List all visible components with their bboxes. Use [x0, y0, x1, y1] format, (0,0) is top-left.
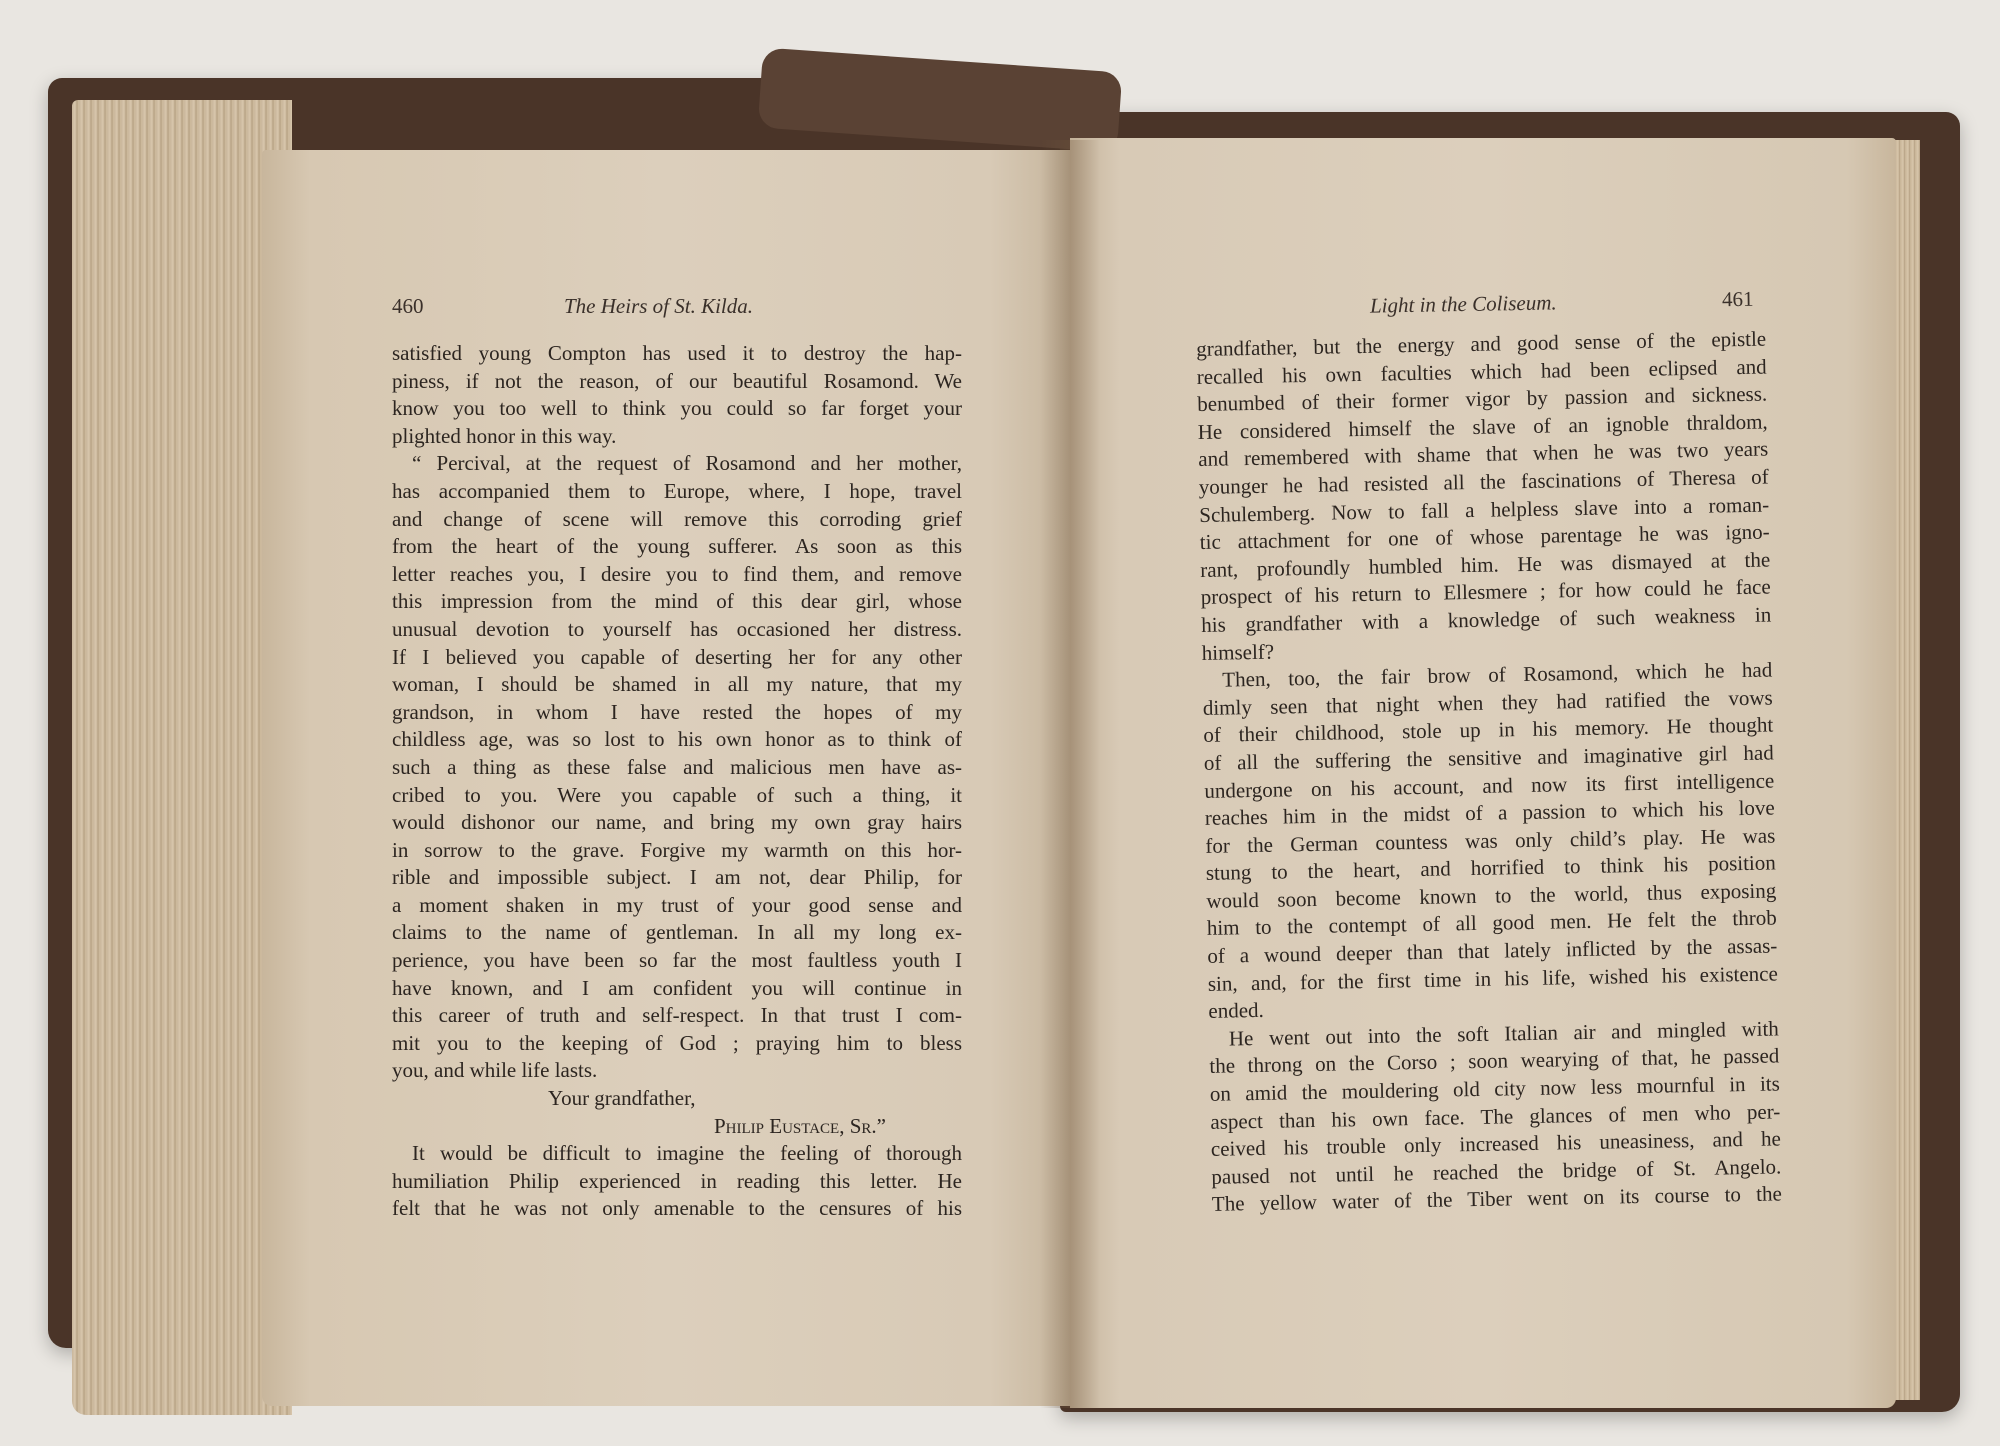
text-line: on amid the mouldering old city now less mournful in its — [1209, 1071, 1781, 1106]
text-line: from the heart of the young sufferer. As soon as this — [392, 534, 962, 559]
text-line: tic attachment for one of whose parentage he was igno- — [1199, 519, 1770, 555]
text-line: a moment shaken in my trust of your good sense and — [392, 892, 962, 917]
text-line: satisfied young Compton has used it to destroy the hap- — [392, 341, 962, 365]
text-line: If I believed you capable of deserting her for any other — [392, 644, 962, 669]
text-line: himself? — [1201, 639, 1275, 665]
text-line: younger he had resisted all the fascinations of Theresa of — [1198, 464, 1769, 499]
text-line: grandson, in whom I have rested the hopes of my — [392, 699, 962, 724]
text-line: unusual devotion to yourself has occasioned her distress. — [392, 616, 962, 641]
text-line: grandfather, but the energy and good sense of the epistle — [1196, 326, 1767, 361]
text-line: his grandfather with a knowledge of such weakness in — [1201, 602, 1772, 637]
right-running-title: Light in the Coliseum. — [1369, 290, 1557, 318]
text-line: aspect than his own face. The glances of men who per- — [1210, 1099, 1781, 1134]
text-line: woman, I should be shamed in all my nature, that my — [392, 672, 962, 697]
text-line: plighted honor in this way. — [392, 423, 617, 448]
text-line: Then, too, the fair brow of Rosamond, which he had — [1222, 657, 1773, 692]
book-gutter — [1040, 140, 1100, 1408]
text-line: He went out into the soft Italian air and mingled with — [1228, 1016, 1780, 1051]
text-line: benumbed of their former vigor by passion and sickness. — [1197, 381, 1768, 417]
text-line: of their childhood, stole up in his memory. He thought — [1203, 712, 1774, 748]
text-line: The yellow water of the Tiber went on its course to the — [1211, 1181, 1783, 1217]
text-line: sin, and, for the first time in his life, wished his existence — [1207, 961, 1778, 996]
text-line: childless age, was so lost to his own honor as to think of — [392, 727, 962, 752]
text-line: piness, if not the reason, of our beautiful Rosamond. We — [392, 368, 962, 393]
letter-signature: Philip Eustace, Sr.” — [714, 1113, 886, 1138]
text-line: paused not until he reached the bridge of St. Angelo. — [1211, 1154, 1782, 1189]
text-line: claims to the name of gentleman. In all my long ex- — [392, 920, 962, 945]
text-line: It would be difficult to imagine the feeling of thorough — [412, 1141, 962, 1166]
text-line: would soon become known to the world, thus exposing — [1206, 878, 1777, 913]
page-edges-left — [72, 100, 292, 1415]
text-line: humiliation Philip experienced in reading this letter. He — [392, 1168, 962, 1193]
right-page-text — [1196, 326, 1782, 1219]
text-line: in sorrow to the grave. Forgive my warmth on this hor- — [392, 837, 962, 862]
left-page-text — [392, 340, 962, 1223]
text-line: have known, and I am confident you will continue in — [392, 975, 962, 1000]
text-line: of all the suffering the sensitive and imaginative girl had — [1203, 740, 1774, 775]
text-line: rible and impossible subject. I am not, dear Philip, for — [392, 865, 962, 890]
text-line: for the German countess was only child’s play. He was — [1205, 823, 1776, 858]
text-line: letter reaches you, I desire you to find them, and remove — [392, 561, 962, 586]
text-line: would dishonor our name, and bring my own gray hairs — [392, 810, 962, 835]
text-line: felt that he was not only amenable to the censures of his — [392, 1196, 962, 1221]
text-line: has accompanied them to Europe, where, I hope, travel — [392, 478, 962, 503]
text-line: prospect of his return to Ellesmere ; for how could he face — [1200, 574, 1771, 610]
left-running-title: The Heirs of St. Kilda. — [564, 294, 754, 318]
text-line: ended. — [1208, 998, 1264, 1024]
text-line: He considered himself the slave of an ignoble thraldom, — [1197, 409, 1768, 444]
text-line: you, and while life lasts. — [392, 1058, 598, 1083]
text-line: the throng on the Corso ; soon wearying of that, he passed — [1209, 1043, 1780, 1079]
text-line: reaches him in the midst of a passion to which his love — [1204, 795, 1775, 831]
right-page-number: 461 — [1721, 286, 1754, 312]
text-line: him to the contempt of all good men. He felt the throb — [1206, 905, 1777, 941]
text-line: recalled his own faculties which had been eclipsed and — [1196, 354, 1767, 389]
left-page-number: 460 — [392, 294, 424, 318]
text-line: stung to the heart, and horrified to think his position — [1205, 850, 1776, 886]
text-line: cribed to you. Were you capable of such a thing, it — [392, 782, 962, 807]
text-line: ceived his trouble only increased his uneasiness, and he — [1210, 1126, 1782, 1162]
text-line: this career of truth and self-respect. In that trust I com- — [392, 1003, 962, 1028]
text-line: know you too well to think you could so far forget your — [392, 396, 962, 421]
text-line: “ Percival, at the request of Rosamond and her mother, — [412, 451, 962, 476]
text-line: this impression from the mind of this dear girl, whose — [392, 589, 962, 614]
text-line: dimly seen that night when they had ratified the vows — [1202, 685, 1773, 720]
text-line: and remembered with shame that when he was two years — [1198, 436, 1769, 472]
text-line: and change of scene will remove this corroding grief — [392, 506, 962, 531]
text-line: such a thing as these false and malicious men have as- — [392, 754, 962, 779]
text-line: undergone on his account, and now its first intelligence — [1204, 767, 1775, 803]
text-line: mit you to the keeping of God ; praying him to bless — [392, 1030, 962, 1055]
text-line: perience, you have been so far the most faultless youth I — [392, 948, 962, 973]
text-line: of a wound deeper than that lately inflicted by the assas- — [1207, 933, 1778, 968]
letter-closing: Your grandfather, — [548, 1086, 696, 1111]
text-line: Schulemberg. Now to fall a helpless slave into a roman- — [1199, 492, 1770, 527]
text-line: rant, profoundly humbled him. He was dismayed at the — [1200, 547, 1771, 582]
